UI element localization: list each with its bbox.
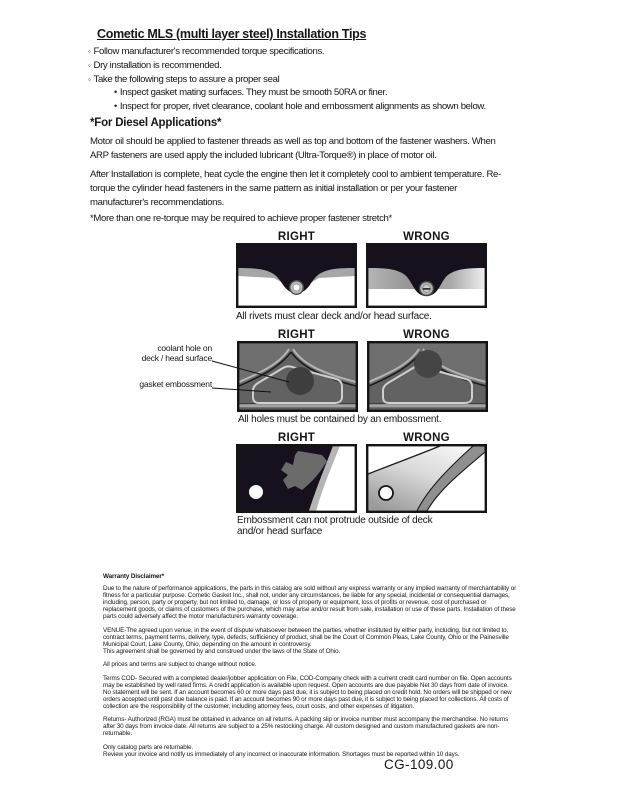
warranty-paragraph: VENUE-The agreed upon venue, in the event of dispute whatsoever between the parties, whether instituted by either party, including, but not limited to, contract terms, payment terms, delivery, type, defects, sufficiency of product, shall be the Court of Common Pleas, Lake County, Ohio or the Painesville Municipal Court, Lake County, Ohio, depending on the amount in controversy. — [103, 626, 509, 648]
warranty-heading: Warranty Disclaimer* — [103, 573, 165, 580]
right-label: RIGHT — [277, 329, 316, 341]
tips-sub-bullet-list — [114, 86, 486, 114]
diesel-note: *More than one re-torque may be required to achieve proper fastener stretch* — [90, 213, 392, 224]
warranty-paragraph: Terms COD- Secured with a completed dealer/jobber application on File, COD-Company check with a current credit card number on file. Open accounts may be established by well rated firms. A credit application is available upon request. Open accounts are due payable Net 30 days from date of invoice. No statement will be sent. If an account becomes 60 or more days past due, it is subject to being placed on credit hold. No orders will be shipped or new orders accepted until past due balance is paid. If an account becomes 90 or more days past due, it is subject to being placed for collections. All costs of collection are the responsibility of the customer, including attorney fees, court costs, and other expenses of litigation. — [103, 674, 512, 710]
diesel-heading: *For Diesel Applications* — [90, 117, 222, 129]
diagram-caption-embossment: Embossment can not protrude outside of deck and/or head surface — [237, 515, 433, 537]
sub-bullet-text: Inspect gasket mating surfaces. They must be smooth 50RA or finer. — [119, 87, 388, 98]
warranty-paragraph: All prices and terms are subject to change without notice. — [103, 661, 257, 668]
diagram-embossment-right — [236, 444, 357, 513]
warranty-paragraph: Due to the nature of performance applications, the parts in this catalog are sold without any express warranty or any implied warranty of merchantability or fitness for a particular purpose. Cometic Gasket Inc., shall not, under any circumstances, be liable for any special, incidental or consequential damages, including, person, party or property, but not limited to, damage, or loss of property or equipment, loss of profits or revenue, cost of purchased or replacement goods, or claims of customers of the purchase, which may arise and/or result from sale, installation or use of these parts. Installation of these parts could adversely affect the motor manufacturers warranty coverage. — [103, 585, 517, 620]
diagram-caption-rivets: All rivets must clear deck and/or head surface. — [236, 311, 432, 322]
diagram-rivet-wrong — [366, 243, 487, 308]
sub-bullet-item — [114, 100, 486, 114]
wrong-label: WRONG — [403, 329, 450, 341]
sub-bullet-item — [114, 86, 486, 100]
bullet-item — [88, 45, 324, 59]
callout-pointer-lines — [204, 352, 304, 400]
diagram-caption-holes: All holes must be contained by an embossment. — [238, 414, 442, 425]
warranty-paragraph: This agreement shall be governed by and construed under the laws of the State of Ohio. — [103, 647, 341, 655]
warranty-disclaimer — [103, 573, 517, 764]
callout-gasket-embossment: gasket embossment — [139, 379, 212, 389]
wrong-label: WRONG — [403, 231, 450, 243]
open-bullet-icon: ◦ — [88, 47, 91, 56]
tips-bullet-list — [88, 45, 324, 86]
warranty-paragraph: Review your invoice and notify us immediately of any incorrect or inaccurate information. Shortages must be reported within 10 days. — [103, 750, 460, 758]
diesel-paragraph-1: Motor oil should be applied to fastener threads as well as top and bottom of the fastener washers. When ARP fasteners are used apply the included lubricant (Ultra-Torque®) in place of motor oil. — [90, 136, 496, 161]
bullet-text: Follow manufacturer's recommended torque specifications. — [93, 46, 325, 57]
open-bullet-icon: ◦ — [88, 60, 91, 70]
diagram-embossment-wrong — [366, 444, 487, 513]
warranty-paragraph: Only catalog parts are returnable. — [103, 743, 194, 751]
sub-bullet-text: Inspect for proper, rivet clearance, coolant hole and embossment alignments as shown below. — [119, 100, 486, 112]
diagram-rivet-right — [236, 243, 357, 308]
right-label: RIGHT — [277, 231, 316, 243]
diesel-paragraph-2: After Installation is complete, heat cycle the engine then let it completely cool to ambient temperature. Re-torque the cylinder head fasteners in the same pattern as initial installation or per your fastener manufacturer's recommendations. — [90, 169, 501, 208]
wrong-label: WRONG — [403, 432, 450, 444]
warranty-paragraph: Returns- Authorized (RGA) must be obtained in advance on all returns. A packing slip or invoice number must accompany the merchandise. No returns after 30 days from invoice date. All returns are subject to a 25% restocking charge. All custom designed and custom manufactured gaskets are non-returnable. — [103, 716, 509, 737]
filled-bullet-icon: • — [114, 100, 117, 111]
page-code: CG-109.00 — [384, 757, 454, 772]
callout-coolant-hole: coolant hole on deck / head surface — [141, 343, 212, 363]
bullet-text: Dry installation is recommended. — [93, 59, 222, 71]
bullet-text: Take the following steps to assure a proper seal — [93, 73, 280, 85]
filled-bullet-icon: • — [114, 87, 117, 97]
bullet-item — [88, 73, 324, 87]
page-title: Cometic MLS (multi layer steel) Installation Tips — [97, 27, 367, 41]
right-label: RIGHT — [277, 432, 316, 444]
diagram-hole-wrong — [367, 341, 488, 412]
bullet-item — [88, 59, 324, 73]
open-bullet-icon: ◦ — [88, 74, 91, 84]
